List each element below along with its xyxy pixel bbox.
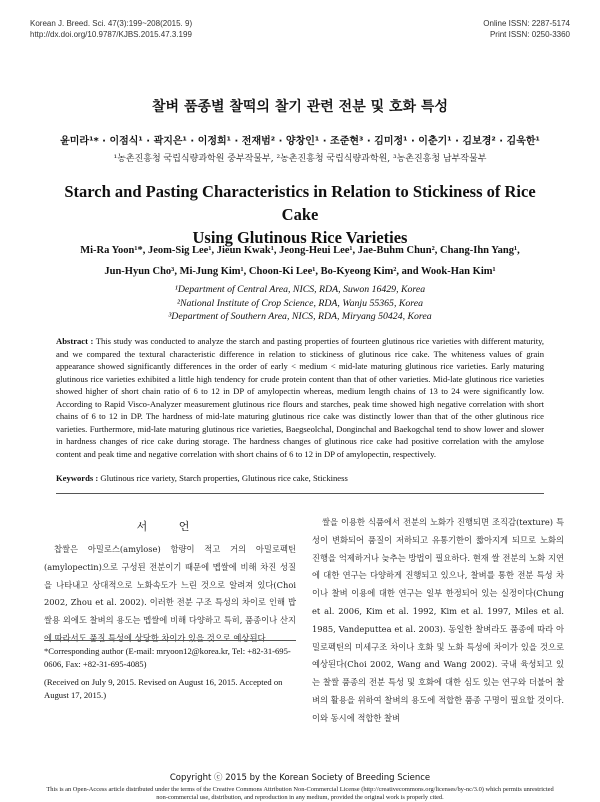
doi-link[interactable]: http://dx.doi.org/10.9787/KJBS.2015.47.3.199 bbox=[30, 30, 192, 39]
korean-authors: 윤미라¹* · 이점식¹ · 곽지은¹ · 이정희¹ · 전재범² · 양창인¹ · 조준현³ · 김미정¹ · 이춘기¹ · 김보경² · 김욱한¹ bbox=[60, 136, 540, 147]
intro-left-paragraph: 찹쌀은 아밀로스(amylose) 함량이 적고 거의 아밀로펙틴(amylopectin)으로 구성된 전분이기 때문에 멥쌀에 비해 차진 성질을 나타내고 상대적으로 노화속도가 느린 것으로 알려져 있다(Choi 2002, Zhou et al. 2002). 이러한 전분 구조 특성의 차이로 인해 밥쌀용 외에도 찰벼의 용도는 멥쌀에 비해 다양하고 특히, 품종이나 산지에 따라서도 품질 특성에 상당한 차이가 있을 것으로 예상된다. bbox=[44, 544, 296, 643]
abstract-divider bbox=[56, 493, 544, 494]
korean-affiliations: ¹농촌진흥청 국립식량과학원 중부작물부, ²농촌진흥청 국립식량과학원, ³농촌진흥청 남부작물부 bbox=[113, 154, 487, 164]
section-title-introduction: 서 언 bbox=[136, 520, 204, 533]
abstract-label: Abstract : bbox=[56, 336, 94, 346]
copyright-line: Copyright ⓒ 2015 by the Korean Society of Breeding Science bbox=[169, 773, 431, 783]
english-authors bbox=[40, 240, 560, 282]
print-issn: Print ISSN: 0250-3360 bbox=[489, 30, 570, 39]
english-affiliations bbox=[0, 283, 600, 324]
english-authors-line1: Mi-Ra Yoon¹*, Jeom-Sig Lee¹, Jieun Kwak¹, Jeong-Heui Lee¹, Jae-Buhm Chun², Chang-Ihn Yang¹, bbox=[80, 245, 520, 256]
intro-left-column bbox=[44, 541, 296, 648]
affiliation-1: ¹Department of Central Area, NICS, RDA, Suwon 16429, Korea bbox=[174, 284, 426, 295]
license-text: This is an Open-Access article distributed under the terms of the Creative Commons Attribution Non-Commercial License (http://creativecommons.org/licenses/by-nc/3.0) which permits unrestricted non-commercial use, distribution, and reproduction in any medium, provided the original work is properly cited. bbox=[46, 786, 554, 801]
english-authors-line2: Jun-Hyun Cho³, Mi-Jung Kim¹, Choon-Ki Lee¹, Bo-Kyeong Kim², and Wook-Han Kim¹ bbox=[104, 266, 496, 277]
footnote-received: (Received on July 9, 2015. Revised on August 16, 2015. Accepted on August 17, 2015.) bbox=[44, 677, 283, 700]
english-title-line2: Using Glutinous Rice Varieties bbox=[192, 228, 408, 247]
footnote-corresponding: *Corresponding author (E-mail: mryoon12@korea.kr, Tel: +82-31-695-0606, Fax: +82-31-695-4085) bbox=[44, 646, 291, 669]
journal-citation: Korean J. Breed. Sci. 47(3):199~208(2015. 9) bbox=[30, 19, 193, 28]
intro-right-column bbox=[312, 514, 564, 728]
header-left bbox=[30, 18, 192, 40]
english-title bbox=[60, 180, 540, 249]
abstract bbox=[56, 335, 544, 460]
keywords bbox=[56, 473, 544, 483]
footnote-divider bbox=[44, 640, 296, 641]
footnotes bbox=[44, 645, 296, 707]
header-right bbox=[483, 18, 570, 40]
affiliation-2: ²National Institute of Crop Science, RDA, Wanju 55365, Korea bbox=[177, 297, 423, 309]
intro-right-paragraph: 쌀을 이용한 식품에서 전분의 노화가 진행되면 조직감(texture) 특성이 변화되어 품질이 저하되고 유통기한이 짧아지게 되므로 노화의 진행을 억제하거나 늦추는 방법이 필요하다. 현재 쌀 전분의 노화 지연에 대한 연구는 다양하게 진행되고 있으나, 찰벼를 통한 전분 특성 차이나 찰벼 이용에 대한 연구는 일부 한정되어 있는 실정이다(Chung et al. 2006, Kim et al. 1992, Kim et al. 1997, Miles et al. 1985, Vandeputtea et al. 2003). 동일한 찰벼라도 품종에 따라 아밀로펙틴의 미세구조 차이나 호화 및 노화 특성에 차이가 있을 것으로 예상된다(Choi 2002, Wang and Wang 2002). 국내 육성되고 있는 찰쌀 품종의 전분 특성 및 호화에 대한 심도 있는 연구와 더불어 찰벼의 활용을 위하여 찰벼의 용도에 적합한 품종 구명이 필요할 것이다. 이와 동시에 적합한 찰벼 bbox=[312, 517, 564, 723]
keywords-text: Glutinous rice variety, Starch properties, Glutinous rice cake, Stickiness bbox=[100, 473, 348, 483]
keywords-label: Keywords : bbox=[56, 473, 99, 483]
online-issn: Online ISSN: 2287-5174 bbox=[483, 19, 570, 28]
abstract-text: This study was conducted to analyze the starch and pasting properties of fourteen glutinous rice varieties with different maturity, and we compared the textural characteristic difference in relation to stickiness of glutinous rice cake. The whiteness values of grain appearance showed significantly differences in the order of early < medium < mid-late maturing glutinous rice varieties. Early maturing glutinous rice varieties exhibited a little high tendency for crude protein content than that of other varieties. Mid-late glutinous rice varieties showed higher of short chain ratio of 6 to 12 in DP of amylopectin whereas, medium length chains of 13 to 24 were significantly low. According to Rapid Visco-Analyzer measurement glutinous rice flours and starches, peak time showed high negative correlation with short chains of 6 to 12 in DP. The hardness of mid-late maturing glutinous rice cake was distinctly lower than that of the other glutinous rice varieties. Furthermore, mid-late maturing glutinous rice varieties, Baegseolchal, Donginchal and Baekogchal tend to show lower and slower in hardness changes of rice cake during storage. The hardness changes of glutinous rice cake had positive correlation with the amylose content and peak time and negative correlation with short chains of 6 to 12 in DP of amylopectin, respectively. bbox=[56, 336, 544, 459]
korean-title: 찰벼 품종별 찰떡의 찰기 관련 전분 및 호화 특성 bbox=[152, 99, 448, 115]
affiliation-3: ³Department of Southern Area, NICS, RDA, Miryang 50424, Korea bbox=[168, 311, 432, 322]
english-title-line1: Starch and Pasting Characteristics in Relation to Stickiness of Rice Cake bbox=[64, 182, 536, 224]
